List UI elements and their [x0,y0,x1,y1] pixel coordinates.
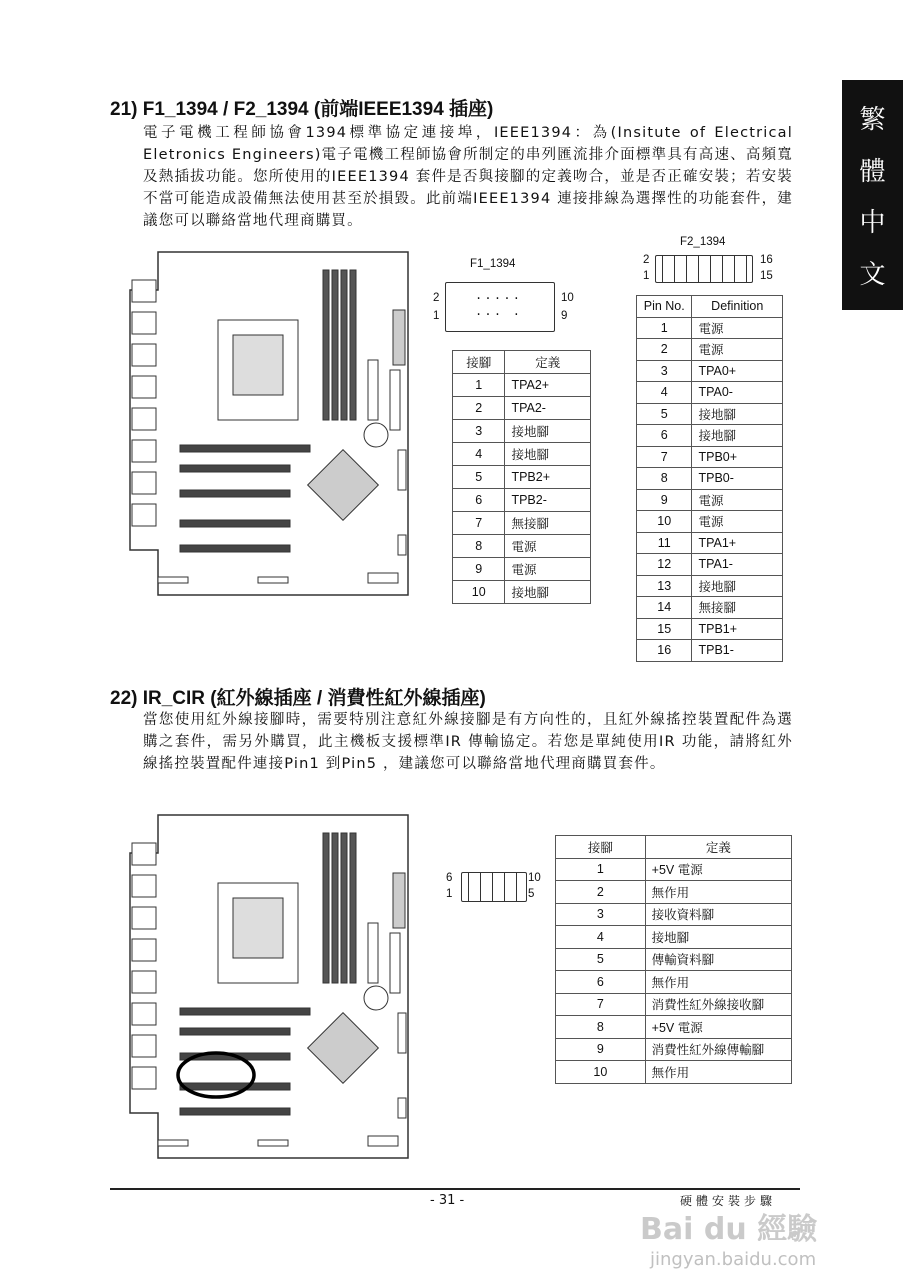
pin-label: 10 [528,872,541,884]
io-port [132,1003,156,1025]
pin-number: 14 [637,597,692,619]
f2-label: F2_1394 [680,236,726,248]
table-row [453,558,591,581]
pin-label: 15 [760,270,773,282]
pin-definition: 接地腳 [645,926,791,949]
table-row [453,420,591,443]
dimm-slot [332,270,338,420]
table-row [637,425,783,447]
pin-number: 1 [637,317,692,339]
dimm-slot [323,270,329,420]
pin-definition: 電源 [692,339,783,361]
pin-number: 16 [637,640,692,662]
table-row [637,618,783,640]
col-header: 接腳 [556,836,646,859]
table-row [637,382,783,404]
pin-number: 10 [556,1061,646,1084]
io-port [132,440,156,462]
atx-power [393,873,405,928]
header [368,1136,398,1146]
pin-number: 10 [453,581,505,604]
pcie-x16-slot [180,1008,310,1015]
table-row [453,512,591,535]
language-side-tab [842,80,903,310]
pin-definition: TPB0- [692,468,783,490]
dimm-slot [332,833,338,983]
f1-pin-table [452,350,591,604]
pin-number: 8 [453,535,505,558]
pin-definition: TPA2- [505,397,591,420]
ide-connector [390,370,400,430]
pin-number: 5 [637,403,692,425]
table-row [637,446,783,468]
sata-connector [398,1013,406,1053]
io-port [132,280,156,302]
table-row [637,360,783,382]
pin-definition: 消費性紅外線傳輸腳 [645,1038,791,1061]
pin-number: 2 [453,397,505,420]
pci-slot [180,490,290,497]
footer-rule [110,1188,800,1190]
pin-definition: 無接腳 [505,512,591,535]
pci-slot [180,1108,290,1115]
pin-definition: 接地腳 [505,581,591,604]
col-header: Definition [692,296,783,318]
table-row [637,597,783,619]
pin-definition: 無作用 [645,971,791,994]
section-21-body: 電子電機工程師協會1394標準協定連接埠，IEEE1394：為(Insitute of Electrical Eletronics Engineers)電子電機工程師協會所制定的串列匯流排介面標準具有高速、高頻寬及熱插拔功能。您所使用的IEEE1394 套件是否與接腳的定義吻合，並是否正確安裝；若安裝不當可能造成設備無法使用甚至於損毀。此前端IEEE1394 連接排線為選擇性的功能套件，建議您可以聯絡當地代理商購買。 [143,125,793,229]
ir-connector-header [461,872,527,902]
pin-definition: 接收資料腳 [645,903,791,926]
pin-label: 1 [446,888,453,900]
pin-definition: TPB2- [505,489,591,512]
battery [364,423,388,447]
motherboard-diagram-1394 [128,250,413,602]
dimm-slot [323,833,329,983]
pin-number: 3 [453,420,505,443]
header [398,1098,406,1118]
table-row [637,554,783,576]
tab-char: 文 [859,259,886,290]
pin-definition: 電源 [505,535,591,558]
section-22-body: 當您使用紅外線接腳時，需要特別注意紅外線接腳是有方向性的，且紅外線搖控裝置配件為選購之套件，需另外購買，此主機板支援標準IR 傳輸協定。若您是單純使用IR 功能，請將紅外線搖控裝置配件連接Pin1 到Pin5 ，建議您可以聯絡當地代理商購買套件。 [143,712,793,772]
pin-number: 9 [453,558,505,581]
header [368,573,398,583]
col-header: 定義 [505,351,591,374]
section-21-title: 21) F1_1394 / F2_1394 (前端IEEE1394 插座) [110,99,494,120]
pin-number: 7 [556,993,646,1016]
table-row [556,1038,792,1061]
pin-definition: 接地腳 [692,425,783,447]
pci-slot [180,465,290,472]
io-port [132,843,156,865]
pin-number: 4 [453,443,505,466]
header [158,1140,188,1146]
pin-number: 1 [556,858,646,881]
footer-section: 硬體安裝步驟 [680,1194,777,1208]
pin-definition: TPA2+ [505,374,591,397]
pin-definition: 接地腳 [505,420,591,443]
table-row [637,489,783,511]
f2-connector-header [655,255,753,283]
pin-label: 6 [446,872,453,884]
pin-label: 1 [643,270,650,282]
header [398,535,406,555]
pin-definition: 電源 [692,489,783,511]
table-row [556,903,792,926]
pin-definition: TPA0+ [692,360,783,382]
ide-connector [368,360,378,420]
tab-char: 繁 [859,105,886,136]
table-row [556,1016,792,1039]
pin-number: 10 [637,511,692,533]
pin-number: 11 [637,532,692,554]
ir-pin-table [555,835,792,1084]
pin-number: 6 [637,425,692,447]
io-port [132,504,156,526]
io-port [132,408,156,430]
table-row [637,468,783,490]
pin-label: 9 [561,310,568,322]
dimm-slot [350,270,356,420]
io-port [132,344,156,366]
pin-definition: 無作用 [645,881,791,904]
pin-definition: 接地腳 [692,403,783,425]
pin-number: 4 [556,926,646,949]
pin-number: 9 [637,489,692,511]
table-row [453,443,591,466]
header [258,1140,288,1146]
pin-definition: TPA0- [692,382,783,404]
tab-char: 體 [859,156,886,187]
io-port [132,971,156,993]
pin-definition: +5V 電源 [645,858,791,881]
f1-label: F1_1394 [470,258,516,270]
pci-slot [180,1028,290,1035]
pin-definition: 無接腳 [692,597,783,619]
pin-label: 2 [433,292,440,304]
pin-number: 15 [637,618,692,640]
board-outline [130,815,408,1158]
header [258,577,288,583]
io-port [132,312,156,334]
pin-number: 5 [556,948,646,971]
pin-number: 13 [637,575,692,597]
watermark-url: jingyan.baidu.com [650,1249,817,1270]
dimm-slot [341,833,347,983]
atx-power [393,310,405,365]
board-outline [130,252,408,595]
table-row [637,339,783,361]
pin-definition: 電源 [692,317,783,339]
battery [364,986,388,1010]
ide-connector [390,933,400,993]
io-port [132,1067,156,1089]
table-row [556,971,792,994]
pin-number: 12 [637,554,692,576]
table-row [556,1061,792,1084]
pin-definition: 電源 [692,511,783,533]
section-22-title: 22) IR_CIR (紅外線插座 / 消費性紅外線插座) [110,688,486,709]
table-row [453,489,591,512]
io-port [132,875,156,897]
tab-char: 中 [859,208,886,239]
pin-definition: TPA1+ [692,532,783,554]
table-row [556,948,792,971]
io-port [132,939,156,961]
table-row [556,858,792,881]
table-row [637,317,783,339]
pin-definition: 消費性紅外線接收腳 [645,993,791,1016]
pin-number: 7 [637,446,692,468]
col-header: 接腳 [453,351,505,374]
pin-number: 6 [556,971,646,994]
pin-definition: +5V 電源 [645,1016,791,1039]
pci-slot [180,520,290,527]
pin-number: 6 [453,489,505,512]
pin-definition: 接地腳 [692,575,783,597]
pin-number: 8 [637,468,692,490]
pin-number: 2 [556,881,646,904]
header [158,577,188,583]
pin-label: 2 [643,254,650,266]
table-row [637,640,783,662]
watermark-logo: Bai du 經驗 [640,1212,818,1247]
pin-label: 10 [561,292,574,304]
pin-definition: TPB0+ [692,446,783,468]
pin-label: 1 [433,310,440,322]
cpu [233,898,283,958]
table-row [556,926,792,949]
dimm-slot [341,270,347,420]
col-header: Pin No. [637,296,692,318]
pin-definition: 無作用 [645,1061,791,1084]
f2-pin-table [636,295,783,662]
io-port [132,907,156,929]
pin-number: 3 [556,903,646,926]
table-row [637,511,783,533]
pin-definition: 接地腳 [505,443,591,466]
pin-number: 4 [637,382,692,404]
table-row [453,466,591,489]
table-row [453,581,591,604]
pin-definition: TPB2+ [505,466,591,489]
pin-number: 9 [556,1038,646,1061]
pcie-x16-slot [180,445,310,452]
pin-definition: 電源 [505,558,591,581]
pci-slot [180,545,290,552]
table-row [637,532,783,554]
pci-slot [180,1083,290,1090]
pin-number: 8 [556,1016,646,1039]
pin-number: 2 [637,339,692,361]
table-row [637,403,783,425]
dimm-slot [350,833,356,983]
pin-definition: TPA1- [692,554,783,576]
cpu [233,335,283,395]
pin-number: 7 [453,512,505,535]
pin-definition: 傳輸資料腳 [645,948,791,971]
pin-definition: TPB1+ [692,618,783,640]
pin-definition: TPB1- [692,640,783,662]
io-port [132,1035,156,1057]
table-row [556,881,792,904]
f1-connector-header: ····· ··· · [445,282,555,332]
sata-connector [398,450,406,490]
io-port [132,376,156,398]
ide-connector [368,923,378,983]
table-row [453,397,591,420]
table-row [556,993,792,1016]
io-port [132,472,156,494]
table-row [453,374,591,397]
pin-number: 1 [453,374,505,397]
table-row [637,575,783,597]
pin-number: 3 [637,360,692,382]
pin-label: 5 [528,888,535,900]
pin-number: 5 [453,466,505,489]
motherboard-diagram-ir [128,813,413,1165]
table-row [453,535,591,558]
page-number: - 31 - [430,1193,465,1208]
col-header: 定義 [645,836,791,859]
pin-label: 16 [760,254,773,266]
